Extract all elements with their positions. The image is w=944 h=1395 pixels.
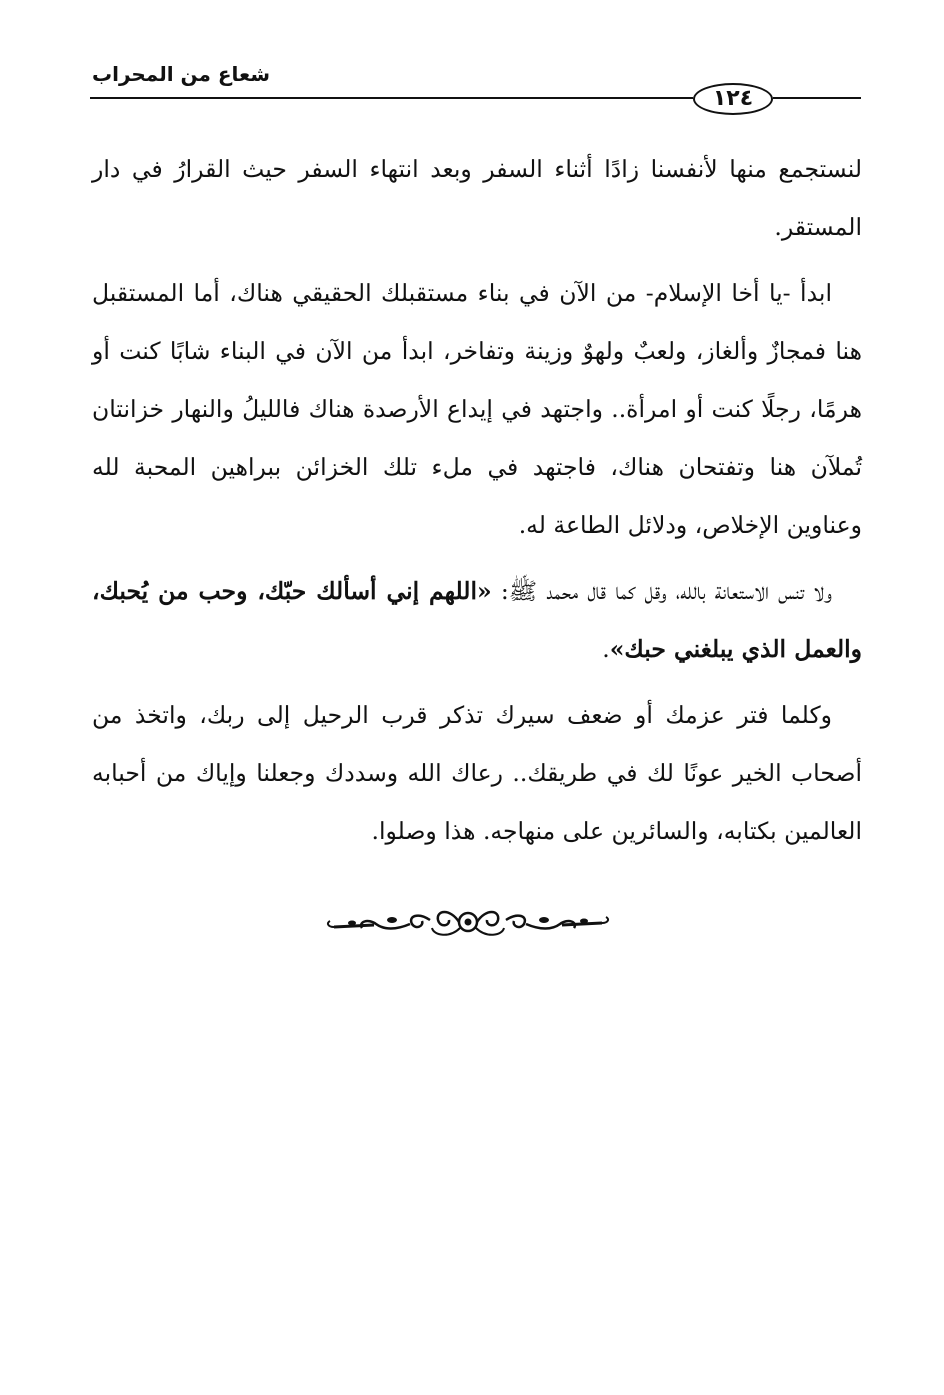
paragraph-3 <box>92 562 862 678</box>
body-text <box>92 140 862 868</box>
end-ornament-icon <box>322 900 614 944</box>
header-rule-right <box>773 97 861 99</box>
header-rule-left <box>90 97 693 99</box>
paragraph-2: ابدأ -يا أخا الإسلام- من الآن في بناء مستقبلك الحقيقي هناك، أما المستقبل هنا فمجازٌ وألغاز، ولعبٌ ولهوٌ وزينة وتفاخر، ابدأ من الآن في البناء شابًا كنت أو هرمًا، رجلًا كنت أو امرأة.. واجتهد في إيداع الأرصدة هناك فالليلُ والنهار خزانتان تُملآن هنا وتفتحان هناك، فاجتهد في ملء تلك الخزائن ببراهين المحبة لله وعناوين الإخلاص، ودلائل الطاعة له. <box>92 279 862 539</box>
paragraph-1: لنستجمع منها لأنفسنا زادًا أثناء السفر وبعد انتهاء السفر حيث القرارُ في دار المستقر. <box>92 155 862 241</box>
prophetic-supplication-quote: «اللهم إني أسألك حبّك، وحب من يُحبك، والعمل الذي يبلغني حبك» <box>92 577 862 663</box>
running-header-title: شعاع من المحراب <box>92 62 271 86</box>
page-number: ١٢٤ <box>712 86 754 111</box>
paragraph-3-lead: ولا تنس الاستعانة بالله، وقل كما قال محمد ﷺ: <box>491 577 832 605</box>
page-number-oval <box>693 83 773 115</box>
paragraph-3-tail: . <box>602 635 610 663</box>
paragraph-4: وكلما فتر عزمك أو ضعف سيرك تذكر قرب الرحيل إلى ربك، واتخذ من أصحاب الخير عونًا لك في طريقك.. رعاك الله وسددك وجعلنا وإياك من أحبابه العالمين بكتابه، والسائرين على منهاجه. هذا وصلوا. <box>92 701 862 845</box>
